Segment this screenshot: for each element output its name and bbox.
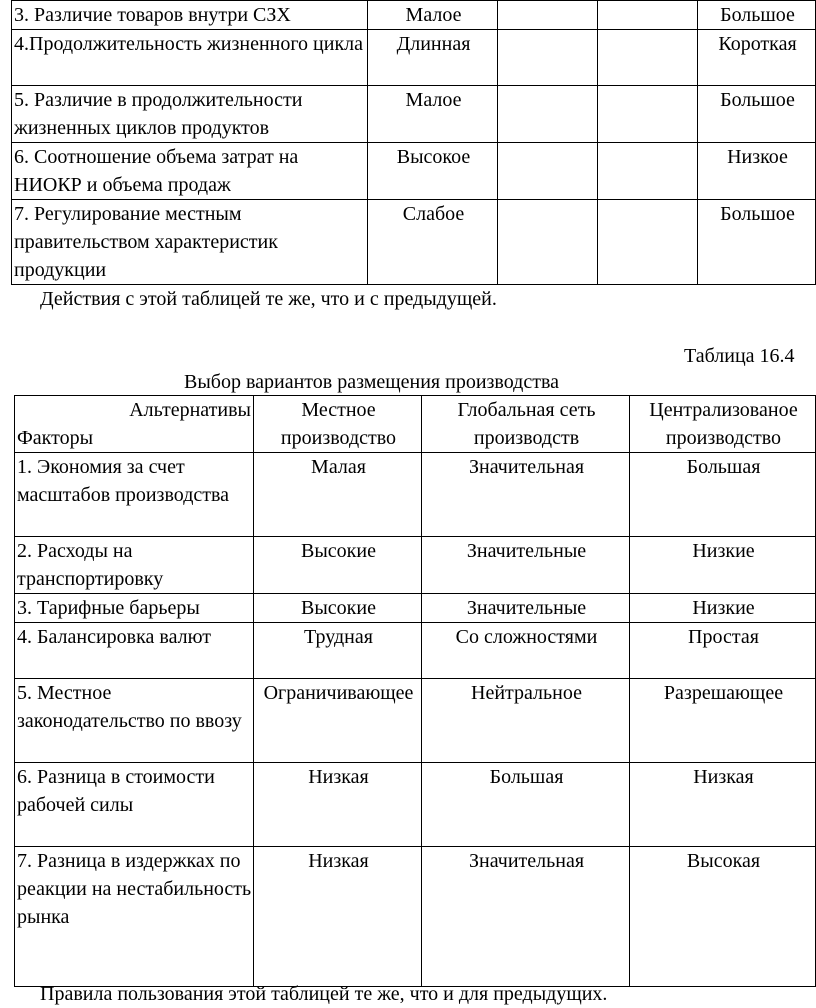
placement-table	[14, 395, 816, 987]
high-value-cell: Низкое	[698, 143, 816, 200]
factor-cell: 7. Разница в издержках по реакции на нестабильность рынка	[15, 847, 254, 987]
empty-cell	[598, 30, 698, 86]
factor-cell: 3. Тарифные барьеры	[15, 594, 254, 623]
factor-cell: 3. Различие товаров внутри СЗХ	[12, 1, 368, 30]
note-paragraph: Правила пользования этой таблицей те же, что и для предыдущих.	[40, 983, 608, 1005]
low-value-cell: Слабое	[368, 200, 498, 285]
table-row	[12, 86, 816, 143]
column-header-local: Местное производство	[254, 396, 422, 453]
factors-label: Факторы	[17, 427, 94, 449]
central-cell: Разрешающее	[630, 679, 816, 763]
table-row	[12, 200, 816, 285]
global-cell: Значительные	[422, 537, 630, 594]
high-value-cell: Большое	[698, 86, 816, 143]
table-row	[15, 453, 816, 537]
empty-cell	[598, 143, 698, 200]
central-cell: Низкие	[630, 594, 816, 623]
empty-cell	[598, 200, 698, 285]
factor-cell: 5. Местное законодательство по ввозу	[15, 679, 254, 763]
global-cell: Со сложностями	[422, 623, 630, 679]
local-cell: Малая	[254, 453, 422, 537]
table-row	[15, 679, 816, 763]
rating-table	[11, 0, 816, 285]
central-cell: Низкие	[630, 537, 816, 594]
local-cell: Трудная	[254, 623, 422, 679]
header-corner-cell	[15, 396, 254, 453]
table-row	[12, 30, 816, 86]
global-cell: Значительные	[422, 594, 630, 623]
central-cell: Простая	[630, 623, 816, 679]
local-cell: Ограничивающее	[254, 679, 422, 763]
high-value-cell: Большое	[698, 1, 816, 30]
column-header-global: Глобальная сеть производств	[422, 396, 630, 453]
low-value-cell: Высокое	[368, 143, 498, 200]
factor-cell: 4.Продолжительность жизненного цикла	[12, 30, 368, 86]
empty-cell	[598, 1, 698, 30]
local-cell: Высокие	[254, 537, 422, 594]
table-row	[15, 763, 816, 847]
central-cell: Высокая	[630, 847, 816, 987]
local-cell: Высокие	[254, 594, 422, 623]
factor-cell: 4. Балансировка валют	[15, 623, 254, 679]
factor-cell: 2. Расходы на транспортировку	[15, 537, 254, 594]
empty-cell	[498, 143, 598, 200]
low-value-cell: Малое	[368, 1, 498, 30]
local-cell: Низкая	[254, 763, 422, 847]
low-value-cell: Малое	[368, 86, 498, 143]
table-row	[12, 1, 816, 30]
global-cell: Большая	[422, 763, 630, 847]
high-value-cell: Большое	[698, 200, 816, 285]
factor-cell: 5. Различие в продолжительности жизненных циклов продуктов	[12, 86, 368, 143]
high-value-cell: Короткая	[698, 30, 816, 86]
table-title: Выбор вариантов размещения производства	[184, 371, 560, 393]
table-row	[15, 847, 816, 987]
global-cell: Нейтральное	[422, 679, 630, 763]
factor-cell: 6. Разница в стоимости рабочей силы	[15, 763, 254, 847]
alternatives-label: Альтернативы	[129, 399, 251, 421]
factor-cell: 7. Регулирование местным правительством характеристик продукции	[12, 200, 368, 285]
table-number: Таблица 16.4	[684, 345, 795, 367]
factor-cell: 6. Соотношение объема затрат на НИОКР и объема продаж	[12, 143, 368, 200]
empty-cell	[498, 30, 598, 86]
global-cell: Значительная	[422, 847, 630, 987]
table-header-row	[15, 396, 816, 453]
local-cell: Низкая	[254, 847, 422, 987]
empty-cell	[498, 200, 598, 285]
low-value-cell: Длинная	[368, 30, 498, 86]
column-header-central: Централизованое производство	[630, 396, 816, 453]
empty-cell	[598, 86, 698, 143]
central-cell: Большая	[630, 453, 816, 537]
factor-cell: 1. Экономия за счет масштабов производства	[15, 453, 254, 537]
empty-cell	[498, 1, 598, 30]
central-cell: Низкая	[630, 763, 816, 847]
table-row	[15, 537, 816, 594]
global-cell: Значительная	[422, 453, 630, 537]
note-paragraph: Действия с этой таблицей те же, что и с предыдущей.	[40, 288, 497, 310]
empty-cell	[498, 86, 598, 143]
table-row	[15, 594, 816, 623]
table-row	[12, 143, 816, 200]
table-row	[15, 623, 816, 679]
